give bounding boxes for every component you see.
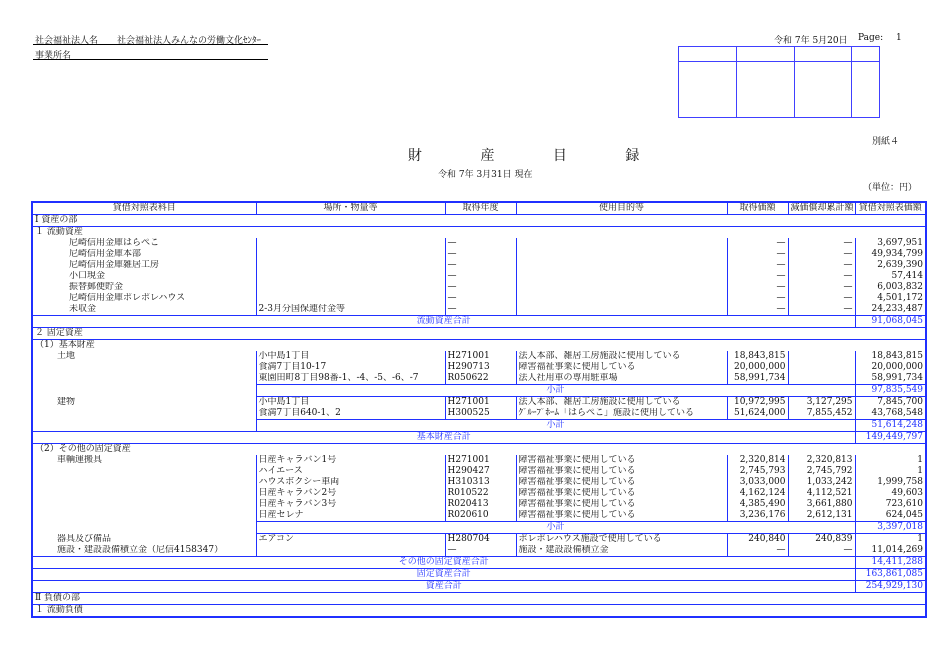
purpose-cell [516, 282, 727, 293]
corp-name: 社会福祉法人みんなの労働文化ｾﾝﾀｰ [117, 36, 262, 46]
subject-cell: 未収金 [69, 304, 97, 314]
place-cell: 小中島1丁目 [256, 351, 445, 362]
place-cell: ハウスボクシー車両 [256, 477, 445, 488]
depreciation-cell: 1,033,242 [788, 477, 855, 488]
total-label: 基本財産合計 [32, 432, 855, 444]
purpose-cell [516, 238, 727, 249]
purpose-cell: 障害福祉事業に使用している [516, 466, 727, 477]
subject-cell: 小口現金 [69, 271, 106, 281]
purpose-cell [516, 304, 727, 316]
purpose-cell: 障害福祉事業に使用している [516, 362, 727, 373]
subject-cell: 施設・建設設備積立金（尼信4158347） [57, 545, 224, 555]
section-label: ２ 固定資産 [32, 328, 926, 340]
page-label: Page: [858, 33, 884, 43]
place-cell: 食満7丁目640-1、2 [256, 408, 445, 420]
table-row [32, 488, 926, 499]
subtotal-value: 3,397,018 [855, 522, 926, 534]
section-row [32, 328, 926, 340]
table-row [32, 373, 926, 385]
total-value: 14,411,288 [855, 557, 926, 569]
year-cell: H290427 [445, 466, 516, 477]
total-row [32, 581, 926, 593]
depreciation-cell: — [788, 249, 855, 260]
total-value: 254,929,130 [855, 581, 926, 593]
table-row [32, 408, 926, 420]
table-row [32, 304, 926, 316]
purpose-cell: ポレポレハウス施設で使用している [516, 534, 727, 546]
subject-cell [32, 488, 256, 499]
value-cell: 11,014,269 [855, 545, 926, 557]
table-row [32, 477, 926, 488]
value-cell: 4,501,172 [855, 293, 926, 304]
approval-stamp-box [678, 46, 880, 118]
purpose-cell: 法人本部、雑居工房施設に使用している [516, 351, 727, 362]
total-value: 163,861,085 [855, 569, 926, 581]
purpose-cell: 障害福祉事業に使用している [516, 455, 727, 466]
column-header: 取得価額 [727, 202, 788, 215]
total-label: 資産合計 [32, 581, 855, 593]
place-cell: 日産キャラバン2号 [256, 488, 445, 499]
column-header: 貸借対照表価額 [855, 202, 926, 215]
page-number: 1 [896, 33, 902, 43]
table-row [32, 249, 926, 260]
place-cell [256, 545, 445, 557]
section-label: （2）その他の固定資産 [32, 444, 926, 456]
depreciation-cell: — [788, 304, 855, 316]
place-cell: 東園田町8丁目98番-1、-4、-5、-6、-7 [256, 373, 445, 385]
depreciation-cell [788, 351, 855, 362]
year-cell: H271001 [445, 455, 516, 466]
subject-cell: 尼崎信用金庫ポレポレハウス [69, 293, 186, 303]
value-cell: 20,000,000 [855, 362, 926, 373]
depreciation-cell: — [788, 545, 855, 557]
subject-cell: 車輌運搬具 [57, 455, 103, 465]
value-cell: 624,045 [855, 510, 926, 522]
section-label: Ⅰ 資産の部 [32, 215, 926, 227]
place-cell [256, 238, 445, 249]
total-value: 149,449,797 [855, 432, 926, 444]
section-row [32, 593, 926, 605]
cost-cell: — [727, 304, 788, 316]
subject-cell: 尼崎信用金庫はらぺこ [69, 238, 160, 248]
depreciation-cell: 2,745,792 [788, 466, 855, 477]
depreciation-cell [788, 373, 855, 385]
total-row [32, 569, 926, 581]
cost-cell: 20,000,000 [727, 362, 788, 373]
table-row [32, 466, 926, 477]
value-cell: 1 [855, 466, 926, 477]
cost-cell: — [727, 282, 788, 293]
depreciation-cell: — [788, 238, 855, 249]
corp-name-underline [33, 44, 268, 45]
year-cell: — [445, 282, 516, 293]
column-header: 使用目的等 [516, 202, 727, 215]
subject-cell: 建物 [57, 396, 76, 407]
cost-cell: — [727, 271, 788, 282]
section-row [32, 444, 926, 456]
section-row [32, 605, 926, 618]
subject-cell: 尼崎信用金庫本部 [69, 249, 142, 259]
table-row [32, 260, 926, 271]
place-cell: 小中島1丁目 [256, 397, 445, 409]
table-row [32, 455, 926, 466]
cost-cell: — [727, 249, 788, 260]
purpose-cell: ｸﾞﾙｰﾌﾟﾎｰﾑ「はらぺこ」施設に使用している [516, 408, 727, 420]
purpose-cell: 法人本部、雑居工房施設に使用している [516, 397, 727, 409]
table-row [32, 499, 926, 510]
value-cell: 7,845,700 [855, 397, 926, 409]
subject-cell: 器具及び備品 [57, 533, 112, 544]
subject-cell [32, 466, 256, 477]
depreciation-cell: — [788, 260, 855, 271]
spacer-cell [32, 522, 256, 534]
cost-cell: 3,236,176 [727, 510, 788, 522]
section-row [32, 227, 926, 239]
cost-cell: 240,840 [727, 534, 788, 546]
purpose-cell: 障害福祉事業に使用している [516, 488, 727, 499]
table-header-row [32, 202, 926, 215]
table-row [32, 282, 926, 293]
column-header: 取得年度 [445, 202, 516, 215]
place-cell: 食満7丁目10-17 [256, 362, 445, 373]
year-cell: H310313 [445, 477, 516, 488]
table-row [32, 271, 926, 282]
subject-cell: 尼崎信用金庫雑居工房 [69, 260, 160, 270]
corp-name-label: 社会福祉法人名 [35, 36, 99, 46]
table-row [32, 293, 926, 304]
place-cell: ハイエース [256, 466, 445, 477]
subject-cell [32, 510, 256, 522]
purpose-cell: 障害福祉事業に使用している [516, 510, 727, 522]
section-label: １ 流動資産 [32, 227, 926, 239]
cost-cell: 18,843,815 [727, 351, 788, 362]
depreciation-cell [788, 362, 855, 373]
year-cell: — [445, 293, 516, 304]
purpose-cell: 施設・建設設備積立金 [516, 545, 727, 557]
cost-cell: 58,991,734 [727, 373, 788, 385]
year-cell: — [445, 545, 516, 557]
year-cell: — [445, 304, 516, 316]
year-cell: — [445, 238, 516, 249]
year-cell: — [445, 249, 516, 260]
subtotal-row [32, 385, 926, 397]
cost-cell: 4,162,124 [727, 488, 788, 499]
table-row [32, 397, 926, 409]
depreciation-cell: — [788, 271, 855, 282]
depreciation-cell: 2,612,131 [788, 510, 855, 522]
value-cell: 3,697,951 [855, 238, 926, 249]
subject-cell [32, 499, 256, 510]
purpose-cell: 障害福祉事業に使用している [516, 499, 727, 510]
print-date: 令和 7年 5月20日 [774, 36, 848, 46]
year-cell: R020413 [445, 499, 516, 510]
cost-cell: 3,033,000 [727, 477, 788, 488]
section-label: （1）基本財産 [32, 340, 926, 352]
year-cell: R010522 [445, 488, 516, 499]
subtotal-value: 51,614,248 [855, 420, 926, 432]
cost-cell: 4,385,490 [727, 499, 788, 510]
year-cell: — [445, 271, 516, 282]
depreciation-cell: 3,127,295 [788, 397, 855, 409]
purpose-cell [516, 249, 727, 260]
value-cell: 58,991,734 [855, 373, 926, 385]
subject-cell [32, 477, 256, 488]
total-row [32, 316, 926, 328]
attachment-label: 別紙４ [872, 137, 900, 147]
table-row [32, 545, 926, 557]
section-row [32, 340, 926, 352]
place-cell [256, 260, 445, 271]
subject-cell [32, 408, 256, 420]
unit-label: （単位：円） [863, 183, 918, 193]
depreciation-cell: 2,320,813 [788, 455, 855, 466]
place-cell [256, 271, 445, 282]
value-cell: 43,768,548 [855, 408, 926, 420]
subject-cell: 振替郵便貯金 [69, 282, 124, 292]
depreciation-cell: — [788, 293, 855, 304]
table-row [32, 510, 926, 522]
table-row [32, 534, 926, 546]
table-row [32, 238, 926, 249]
year-cell: H300525 [445, 408, 516, 420]
value-cell: 49,934,799 [855, 249, 926, 260]
year-cell: R050622 [445, 373, 516, 385]
value-cell: 1 [855, 534, 926, 546]
purpose-cell: 法人社用車の専用駐車場 [516, 373, 727, 385]
year-cell: H290713 [445, 362, 516, 373]
depreciation-cell: — [788, 282, 855, 293]
subtotal-label: 小計 [256, 522, 855, 534]
value-cell: 24,233,487 [855, 304, 926, 316]
place-cell: 日産セレナ [256, 510, 445, 522]
purpose-cell: 障害福祉事業に使用している [516, 477, 727, 488]
total-row [32, 432, 926, 444]
subtotal-row [32, 522, 926, 534]
value-cell: 1 [855, 455, 926, 466]
as-of-date: 令和 7年 3月31日 現在 [438, 170, 533, 180]
column-header: 貸借対照表科目 [32, 202, 256, 215]
total-label: その他の固定資産合計 [32, 557, 855, 569]
subtotal-value: 97,835,549 [855, 385, 926, 397]
cost-cell: — [727, 545, 788, 557]
office-underline [33, 59, 268, 60]
cost-cell: 2,320,814 [727, 455, 788, 466]
value-cell: 57,414 [855, 271, 926, 282]
place-cell: 日産キャラバン3号 [256, 499, 445, 510]
depreciation-cell: 3,661,880 [788, 499, 855, 510]
page-title: 財 産 目 録 [408, 148, 667, 164]
total-label: 固定資産合計 [32, 569, 855, 581]
place-cell: 日産キャラバン1号 [256, 455, 445, 466]
spacer-cell [32, 420, 256, 432]
purpose-cell [516, 293, 727, 304]
value-cell: 2,639,390 [855, 260, 926, 271]
year-cell: H271001 [445, 351, 516, 362]
cost-cell: 51,624,000 [727, 408, 788, 420]
cost-cell: 2,745,793 [727, 466, 788, 477]
total-value: 91,068,045 [855, 316, 926, 328]
subtotal-label: 小計 [256, 385, 855, 397]
place-cell: 2-3月分国保連付金等 [256, 304, 445, 316]
year-cell: R020610 [445, 510, 516, 522]
year-cell: H280704 [445, 534, 516, 546]
cost-cell: 10,972,995 [727, 397, 788, 409]
subject-cell [32, 373, 256, 385]
section-label: Ⅱ 負債の部 [32, 593, 926, 605]
value-cell: 723,610 [855, 499, 926, 510]
depreciation-cell: 4,112,521 [788, 488, 855, 499]
office-label: 事業所名 [35, 51, 72, 61]
cost-cell: — [727, 260, 788, 271]
place-cell [256, 249, 445, 260]
spacer-cell [32, 385, 256, 397]
cost-cell: — [727, 293, 788, 304]
column-header: 減価償却累計額 [788, 202, 855, 215]
year-cell: H271001 [445, 397, 516, 409]
value-cell: 1,999,758 [855, 477, 926, 488]
total-row [32, 557, 926, 569]
value-cell: 18,843,815 [855, 351, 926, 362]
depreciation-cell: 240,839 [788, 534, 855, 546]
section-row [32, 215, 926, 227]
section-label: １ 流動負債 [32, 605, 926, 618]
subtotal-label: 小計 [256, 420, 855, 432]
subject-cell: 土地 [57, 351, 76, 361]
cost-cell: — [727, 238, 788, 249]
purpose-cell [516, 260, 727, 271]
subject-cell [32, 362, 256, 373]
place-cell [256, 293, 445, 304]
purpose-cell [516, 271, 727, 282]
table-row [32, 351, 926, 362]
value-cell: 49,603 [855, 488, 926, 499]
place-cell [256, 282, 445, 293]
column-header: 場所・物量等 [256, 202, 445, 215]
table-row [32, 362, 926, 373]
value-cell: 6,003,832 [855, 282, 926, 293]
place-cell: エアコン [256, 534, 445, 546]
subtotal-row [32, 420, 926, 432]
year-cell: — [445, 260, 516, 271]
depreciation-cell: 7,855,452 [788, 408, 855, 420]
total-label: 流動資産合計 [32, 316, 855, 328]
asset-inventory-table [31, 201, 927, 618]
